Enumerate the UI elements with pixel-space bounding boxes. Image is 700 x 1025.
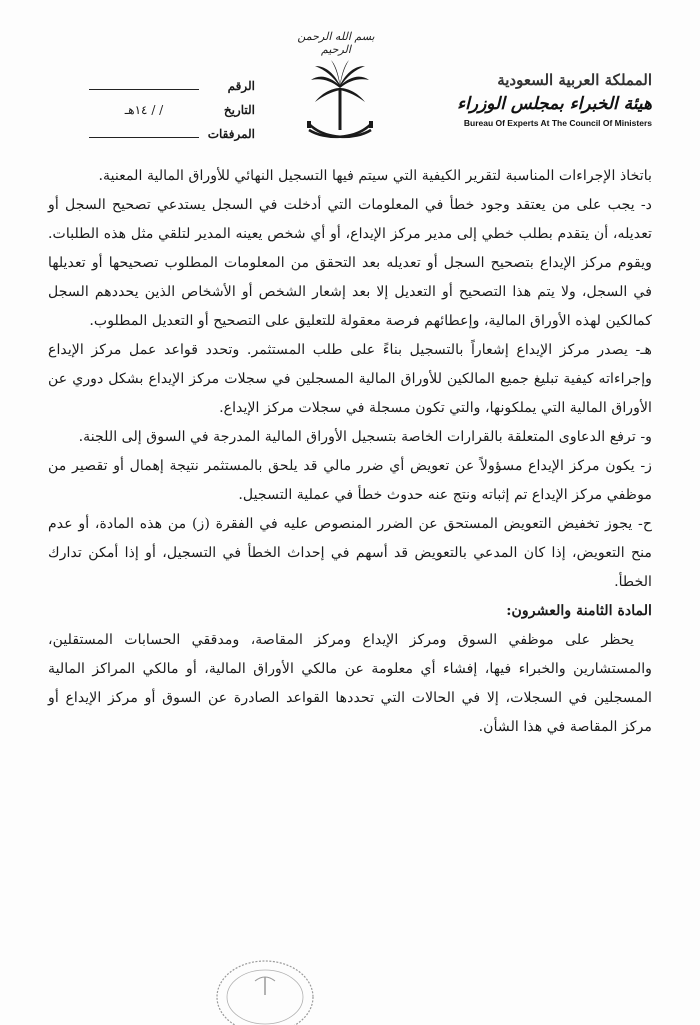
organization-name-block (437, 70, 652, 128)
attachments-label: المرفقات (207, 127, 255, 141)
article-28-title: المادة الثامنة والعشرون: (506, 603, 652, 619)
kingdom-name: المملكة العربية السعودية (497, 71, 652, 89)
clause-z: ز- يكون مركز الإيداع مسؤولاً عن تعويض أي ضرر مالي قد يلحق بالمستثمر نتيجة إهمال أو تقصير من موظفي مركز الإيداع تم إثباته ونتج عنه حدوث خطأ في عملية التسجيل. (48, 458, 652, 503)
clause-w: و- ترفع الدعاوى المتعلقة بالقرارات الخاصة بتسجيل الأوراق المالية المدرجة في السوق إلى اللجنة. (78, 429, 652, 445)
date-label: التاريخ (223, 103, 255, 117)
palm-swords-emblem-icon (305, 58, 375, 148)
basmala: بسم الله الرحمن الرحيم (297, 30, 375, 56)
attachments-row (75, 124, 255, 148)
letterhead (0, 0, 700, 160)
ref-blank-line (89, 89, 199, 90)
date-row (75, 100, 255, 124)
intro-paragraph: باتخاذ الإجراءات المناسبة لتقرير الكيفية التي سيتم فيها التسجيل النهائي للأوراق المالية المعنية. (98, 168, 652, 184)
reference-fields (75, 76, 255, 148)
reference-number-row (75, 76, 255, 100)
clause-h2: ح- يجوز تخفيض التعويض المستحق عن الضرر المنصوص عليه في الفقرة (ز) من هذه المادة، أو عدم منح التعويض، إذا كان المدعي بالتعويض قد أسهم في إحداث الخطأ في التسجيل، أو إذا أمكن تدارك الخطأ. (48, 516, 652, 590)
document-body (48, 162, 652, 742)
clause-d: د- يجب على من يعتقد وجود خطأ في المعلومات التي أدخلت في السجل يستدعي تصحيح السجل أو تعديله، أن يتقدم بطلب خطي إلى مدير مركز الإيداع، أو أي شخص يعينه المدير لتلقي مثل هذه الطلبات. ويقوم مركز الإيداع بتصحيح السجل أو تعديله بعد التحقق من المعلومات المطلوب تصحيحها أو تعديلها في السجل، ولا يتم هذا التصحيح أو التعديل إلا بعد إشعار الشخص أو الأشخاص الذين يحددهم السجل كمالكين لهذه الأوراق المالية، وإعطائهم فرصة معقولة للتعليق على التصحيح أو التعديل المطلوب. (48, 197, 652, 329)
org-name-arabic: هيئة الخبراء بمجلس الوزراء (457, 94, 652, 114)
org-name-english: Bureau Of Experts At The Council Of Ministers (463, 118, 652, 128)
official-stamp-icon (210, 955, 320, 1025)
attachments-blank-line (89, 137, 199, 138)
date-value: / / ١٤هـ (124, 103, 164, 117)
clause-h: هـ- يصدر مركز الإيداع إشعاراً بالتسجيل بناءً على طلب المستثمر. وتحدد قواعد عمل مركز الإيداع وإجراءاته كيفية تبليغ جميع المالكين للأوراق المالية المسجلين في سجلات مركز الإيداع بشكل دوري عن الأوراق المالية التي يملكونها، والتي تكون مسجلة في سجلات مركز الإيداع. (48, 342, 652, 416)
ref-label: الرقم (227, 79, 255, 93)
article-28-text: يحظر على موظفي السوق ومركز الإيداع ومركز المقاصة، ومدققي الحسابات المستقلين، والمستشارين والخبراء فيها، إفشاء أي معلومة عن مالكي الأوراق المالية، أو مالكي المراكز المالية المسجلين في السجلات، إلا في الحالات التي تحددها القواعد الصادرة عن السوق أو مركز الإيداع أو مركز المقاصة في هذا الشأن. (48, 632, 652, 735)
